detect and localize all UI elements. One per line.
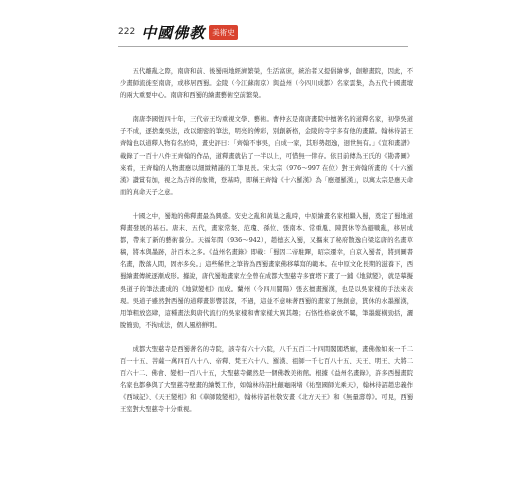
paragraph: 南唐李國恆四十年，三代帝王均重視文學、藝術。曹仲玄是南唐畫院中擅著名的道釋名家，初學吳道子不成，逐捨棄吳法，改以細密的筆法，明亮的傅彩，別創新格，金陵的寺宇多有他的畫蹟。翰林待詔王齊翰也以道釋人物有名於時，畫史評曰：「齊翰不事吳，自成一家，其形勢超逸，迥世無有。」《宣和畫譜》載錄了一百十八件王齊翰的作品，道釋畫就佔了一半以上，可惜無一倖存。依目前傳為王氏的《勘書圖》來看，王齊翰的人物畫應以細緻精謹的工筆見長。宋太宗（976～997 在位）對王齊翰所畫的《十六羅漢》讚賞有加，視之為吉祥的象徵，登基時，即稱王齊翰《十六羅漢》為「應運羅漢」，以寓太宗是應天命而的真命天子之意。 — [120, 116, 413, 196]
page-number: 222 — [118, 27, 136, 37]
paragraph: 成都大聖慈寺是西蜀著名的寺院，該寺有六十六院，八千五百二十四間閣閣塔廊，畫佛像如來一千二百一十五、菩薩一萬四百八十八、帝釋、梵王六十八、羅漢、祖師一千七百八十五、天王、明王、大將二百六十二、佛會、變相一百八十五，大聖慈寺儼然是一個佛教美術館。根據《益州名畫錄》，許多西蜀畫院名家也都參與了大聖慈寺壁畫的繪製工作，如翰林待詔杜齦龜兩堵《祐聖國師光乘天》，翰林待詔趙忠義作《西域記》、《天王變相》和《華師陵變相》，翰林待詔杜敬安畫《北方天王》和《無量壽尊》。可見，西蜀王室對大聖慈寺十分重視。 — [120, 345, 413, 414]
body-text — [120, 66, 413, 428]
paragraph: 五代離亂之際，南唐和前、後蜀兩地經濟繁榮，生活富庶，統治者又提倡繪事，創辦畫院，因此，不少畫師流徙至南唐，或移居西蜀。金陵（今江蘇南京）與益州（今四川成都）名家雲集，為五代十國畫壇的兩大重要中心。南唐和西蜀的繪畫藝術空前繁榮。 — [120, 68, 413, 100]
page-header — [118, 20, 238, 44]
book-title: 中國佛教 — [141, 23, 206, 42]
paragraph: 十國之中，蜀地的佛釋畫最為興盛。安史之亂和黃巢之亂時，中原繪畫名家相繼入蜀，奠定了蜀地道釋畫發展的基石。唐末、五代，畫家常粲、范瓊、孫位、張南本、常重胤、陳貫休等為避戰亂，移居成都，帶來了新的藝術養分。天福年間（936～942），趙德玄入蜀，又攜來了秘府散逸自梁迄唐的名畫草稿，將本與墨跡，計百本之多。《益州名畫錄》即載：「蜀因二帝駐蹕，昭宗遷幸，自京入蜀者，將到圖書名畫，散落人間，固亦多矣。」這些稀世之筆皆為西蜀畫家佛移摹寫的範本。在中原文化長期的滋養下，西蜀繪畫傳統逐漸成形。據說，唐代蜀地畫家左全曾在成都大聖慈寺多寶塔下畫了一鋪《地獄變》，就是摹擬吳道子的筆法畫成的《地獄變相》而成。蘭州（今四川閬陽）張玄擅畫羅漢，也是以吳家樣的手法來表現。吳道子雖然對西蜀的道釋畫影響甚深，不過，這並不意味著西蜀的畫家了無創意，貫休的水墨羅漢，用筆粗放恣肆，這種畫法與唐代流行的吳家樣和曹家樣大異其趣；石恪性格豪放不羈，筆墨縱橫勁括，灑脫簡勁，不拘成法，個人風格鮮明。 — [120, 212, 413, 329]
section-badge: 美術史 — [209, 25, 238, 40]
header-divider — [118, 46, 408, 47]
